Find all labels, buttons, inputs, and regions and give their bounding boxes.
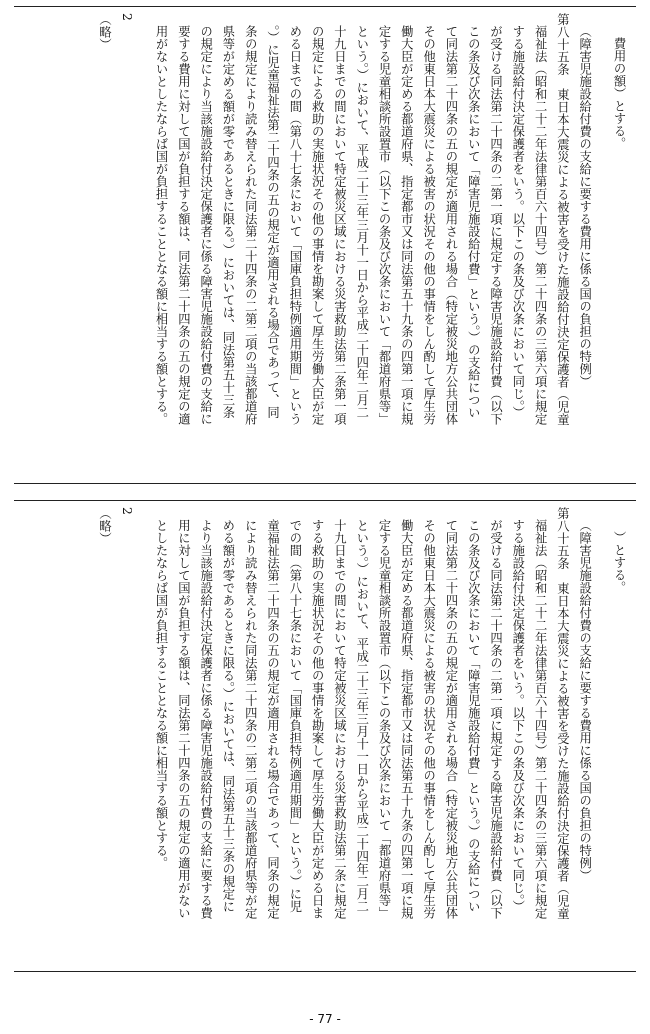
omitted-marker: （略） xyxy=(97,507,112,545)
text-line: の規定により当該施設給付決定保護者に係る障害児施設給付費の支給に xyxy=(198,25,213,425)
current-text-body xyxy=(93,507,630,967)
text-line: する救助の実施状況その他の事情を勘案して厚生労働大臣が定める日ま xyxy=(310,519,325,919)
text-line: 要する費用に対して国が負担する額は、同法第二十四条の五の規定の適 xyxy=(176,25,191,425)
text-line: める日までの間（第八十七条において「国庫負担特例適用期間」という xyxy=(287,25,302,425)
article-caption: （障害児施設給付費の支給に要する費用に係る国の負担の特例） xyxy=(577,25,592,388)
page-number: - 77 - xyxy=(309,1012,341,1026)
text-line: 定する児童相談所設置市（以下この条及び次条において「都道府県等」 xyxy=(377,519,392,919)
text-line: 条の規定により読み替えられた同法第二十四条の二第二項の当該都道府 xyxy=(243,25,258,425)
text-line: ）とする。 xyxy=(612,531,626,594)
amended-text-body xyxy=(93,13,630,479)
article-caption: （障害児施設給付費の支給に要する費用に係る国の負担の特例） xyxy=(577,519,592,882)
paragraph-number: 2 xyxy=(119,13,134,22)
text-line: 県等が定める額が零であるときに限る。）においては、同法第五十三条 xyxy=(220,25,235,419)
text-line: 用がないとしたならば国が負担することとなる額に相当する額とする。 xyxy=(154,25,169,425)
text-line: という。）において、平成二十三年三月十一日から平成二十四年二月二 xyxy=(354,519,369,913)
text-line: 用に対して国が負担する額は、同法第二十四条の五の規定の適用がない xyxy=(176,519,191,919)
article-heading-line: 第八十五条 東日本大震災による被害を受けた施設給付決定保護者（児童 xyxy=(555,13,570,426)
text-line: て同法第二十四条の五の規定が適用される場合（特定被災地方公共団体 xyxy=(443,25,458,425)
paragraph-number: 2 xyxy=(119,507,134,516)
text-line: する施設給付決定保護者をいう。以下この条及び次条において同じ。） xyxy=(510,25,525,419)
text-line: 福祉法（昭和二十二年法律第百六十四号）第二十四条の三第六項に規定 xyxy=(533,25,548,425)
text-line: する施設給付決定保護者をいう。以下この条及び次条において同じ。） xyxy=(510,519,525,913)
text-line: 費用の額）とする。 xyxy=(612,37,626,150)
text-line: その他東日本大震災による被害の状況その他の事情をしん酌して厚生労 xyxy=(421,25,436,425)
text-line: という。）において、平成二十三年三月十一日から平成二十四年二月二 xyxy=(354,25,369,419)
text-line: その他東日本大震災による被害の状況その他の事情をしん酌して厚生労 xyxy=(421,519,436,919)
text-line: 童福祉法第二十四条の五の規定が適用される場合であって、同条の規定 xyxy=(265,519,280,919)
text-line: この条及び次条において「障害児施設給付費」という。）の支給につい xyxy=(466,25,481,419)
text-line: 働大臣が定める都道府県、指定都市又は同法第五十九条の四第一項に規 xyxy=(399,519,414,919)
text-line: 十九日までの間において特定被災区域における災害救助法第二条第一項 xyxy=(332,25,347,425)
text-line: での間（第八十七条において「国庫負担特例適用期間」という。）に児 xyxy=(287,519,302,913)
text-line: 定する児童相談所設置市（以下この条及び次条において「都道府県等」 xyxy=(377,25,392,425)
text-line: この条及び次条において「障害児施設給付費」という。）の支給につい xyxy=(466,519,481,913)
text-line: て同法第二十四条の五の規定が適用される場合（特定被災地方公共団体 xyxy=(443,519,458,919)
text-line: が受ける同法第二十四条の二第一項に規定する障害児施設給付費（以下 xyxy=(488,519,503,919)
text-line: としたならば国が負担することとなる額に相当する額とする。 xyxy=(154,519,169,869)
text-line: より当該施設給付決定保護者に係る障害児施設給付費の支給に要する費 xyxy=(198,519,213,919)
text-line: 働大臣が定める都道府県、指定都市又は同法第五十九条の四第一項に規 xyxy=(399,25,414,425)
text-line: の規定による救助の実施状況その他の事情を勘案して厚生労働大臣が定 xyxy=(310,25,325,425)
omitted-marker: （略） xyxy=(97,13,112,51)
text-line: 福祉法（昭和二十二年法律第百六十四号）第二十四条の三第六項に規定 xyxy=(533,519,548,919)
current-text-panel xyxy=(14,500,636,972)
text-line: が受ける同法第二十四条の二第一項に規定する障害児施設給付費（以下 xyxy=(488,25,503,425)
text-line: 。）に児童福祉法第二十四条の五の規定が適用される場合であって、同 xyxy=(265,25,280,419)
text-line: める額が零であるときに限る。）においては、同法第五十三条の規定に xyxy=(220,519,235,913)
text-line: により読み替えられた同法第二十四条の二第二項の当該都道府県等が定 xyxy=(243,519,258,919)
article-heading-line: 第八十五条 東日本大震災による被害を受けた施設給付決定保護者（児童 xyxy=(555,507,570,920)
amended-text-panel xyxy=(14,6,636,484)
text-line: 十九日までの間において特定被災区域における災害救助法第二条に規定 xyxy=(332,519,347,919)
